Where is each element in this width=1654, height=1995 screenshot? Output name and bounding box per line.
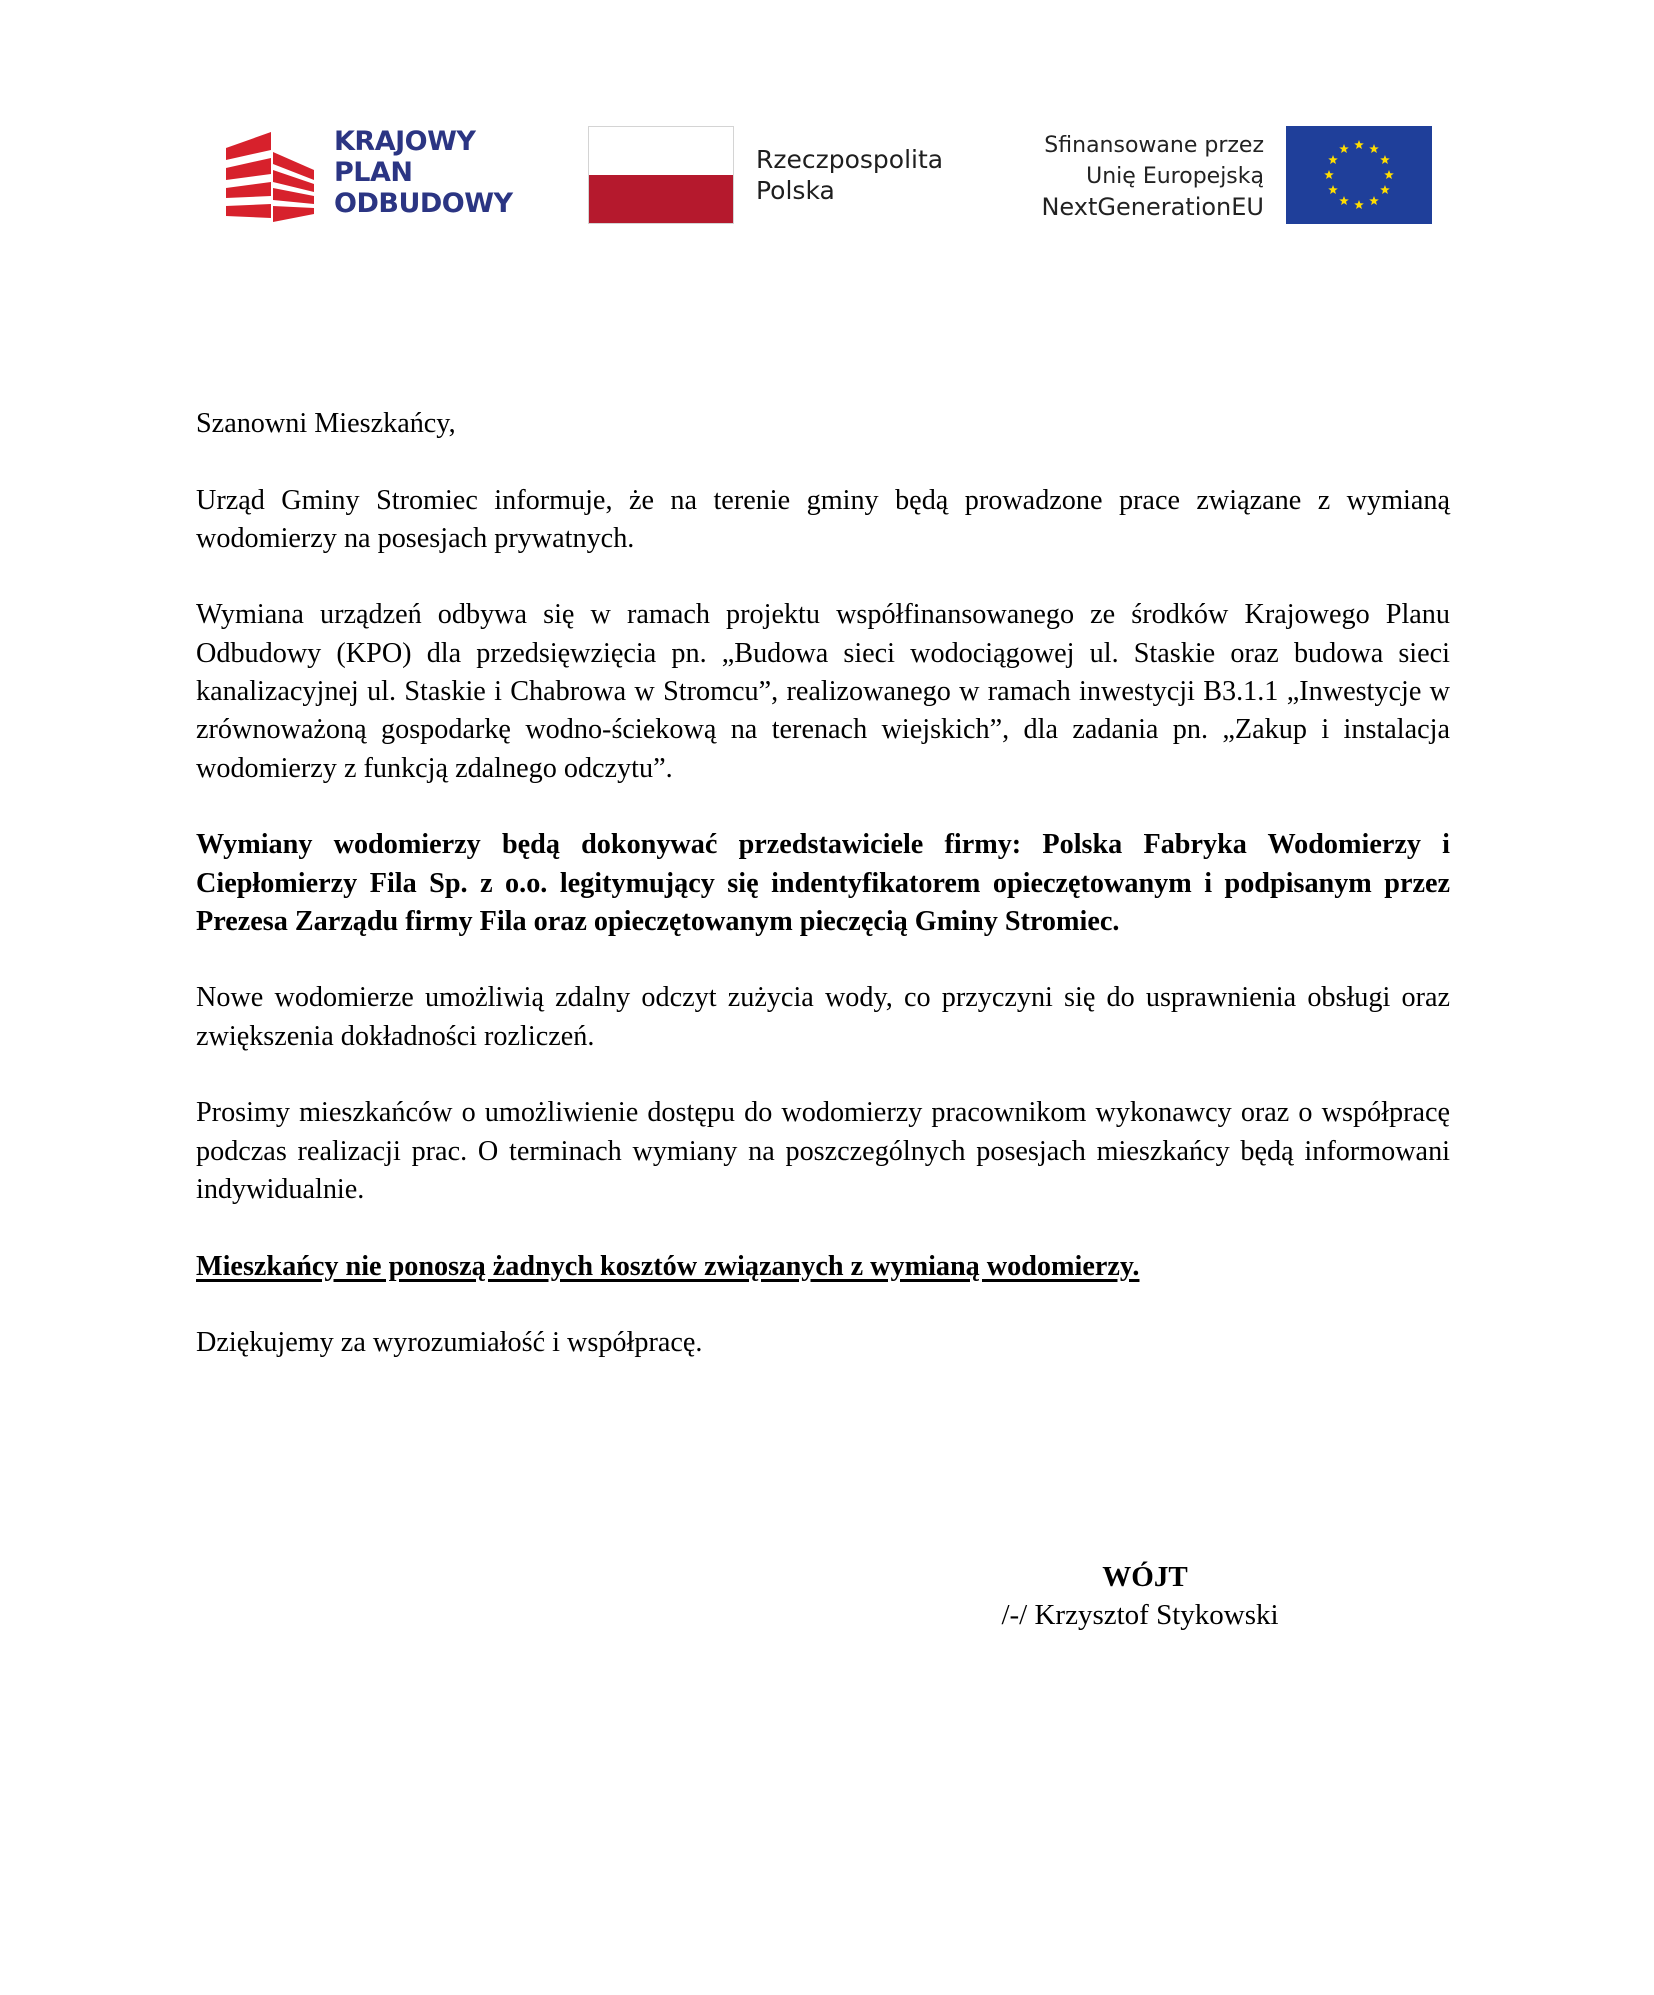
eu-flag-icon (1286, 126, 1432, 224)
kpo-building-icon (226, 130, 316, 222)
eu-logo-text (1041, 130, 1264, 223)
letter-body (196, 405, 1450, 1401)
kpo-line-3: ODBUDOWY (334, 188, 513, 219)
closing: Dziękujemy za wyrozumiałość i współpracę. (196, 1327, 703, 1359)
eu-line-3: NextGenerationEU (1041, 193, 1264, 221)
eu-line-1: Sfinansowane przez (1044, 133, 1264, 158)
signature-name: /-/ Krzysztof Stykowski (1001, 1599, 1279, 1631)
paragraph-project: Wymiana urządzeń odbywa się w ramach projektu współfinansowanego ze środków Krajowego Planu Odbudowy (KPO) dla przedsięwzięcia pn. „Budowa sieci wodociągowej ul. Staskie oraz budowa sieci kanalizacyjnej ul. Staskie i Chabrowa w Stromcu”, realizowanego w ramach inwestycji B3.1.1 „Inwestycje w zrównoważoną gospodarkę wodno-ściekową na terenach wiejskich”, dla zadania pn. „Zakup i instalacja wodomierzy z funkcją zdalnego odczytu”. (196, 599, 1450, 784)
paragraph-intro: Urząd Gminy Stromiec informuje, że na terenie gminy będą prowadzone prace związane z wymianą wodomierzy na posesjach prywatnych. (196, 484, 1450, 554)
eu-logo (1002, 124, 1432, 224)
kpo-line-2: PLAN (334, 157, 413, 188)
rp-logo-text (756, 144, 943, 206)
rp-line-2: Polska (756, 176, 835, 205)
paragraph-contractor: Wymiany wodomierzy będą dokonywać przedstawiciele firmy: Polska Fabryka Wodomierzy i Ciepłomierzy Fila Sp. z o.o. legitymujący się indentyfikatorem opieczętowanym i podpisanym przez Prezesa Zarządu firmy Fila oraz opieczętowanym pieczęcią Gminy Stromiec. (196, 829, 1450, 937)
rp-line-1: Rzeczpospolita (756, 145, 944, 174)
kpo-logo-text (334, 126, 513, 219)
kpo-logo (222, 126, 532, 226)
signature-title: WÓJT (1102, 1561, 1188, 1593)
signature-block (960, 1558, 1320, 1634)
paragraph-benefits: Nowe wodomierze umożliwią zdalny odczyt zużycia wody, co przyczyni się do usprawnienia obsługi oraz zwiększenia dokładności rozliczeń. (196, 982, 1450, 1052)
no-cost-notice: Mieszkańcy nie ponoszą żadnych kosztów związanych z wymianą wodomierzy. (196, 1250, 1140, 1282)
logo-header (222, 124, 1432, 234)
polish-flag-icon (588, 126, 734, 224)
kpo-line-1: KRAJOWY (334, 126, 476, 157)
greeting: Szanowni Mieszkańcy, (196, 408, 456, 439)
eu-line-2: Unię Europejską (1086, 164, 1264, 189)
paragraph-request: Prosimy mieszkańców o umożliwienie dostępu do wodomierzy pracownikom wykonawcy oraz o współpracę podczas realizacji prac. O terminach wymiany na poszczególnych posesjach mieszkańcy będą informowani indywidualnie. (196, 1097, 1450, 1205)
rp-logo (588, 126, 958, 226)
